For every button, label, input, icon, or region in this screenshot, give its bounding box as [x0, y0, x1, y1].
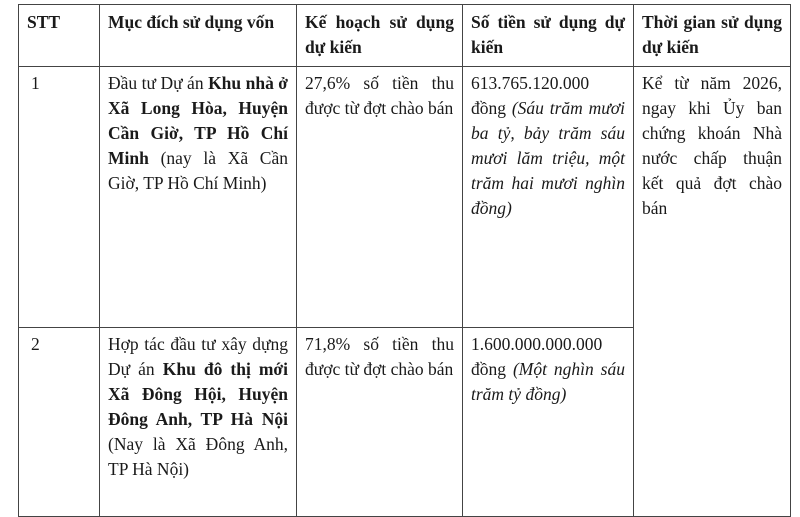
- table-header-row: [19, 5, 791, 67]
- header-time: Thời gian sử dụng dự kiến: [634, 5, 791, 67]
- amount-number: 613.765.120.000 đồng: [471, 73, 590, 118]
- amount-number: 1.600.000.000.000 đồng: [471, 334, 603, 379]
- header-purpose: Mục đích sử dụng vốn: [100, 5, 297, 67]
- cell-amount: [463, 328, 634, 517]
- cell-plan: 27,6% số tiền thu được từ đợt chào bán: [297, 67, 463, 328]
- cell-purpose: [100, 328, 297, 517]
- cell-amount: [463, 67, 634, 328]
- cell-plan: 71,8% số tiền thu được từ đợt chào bán: [297, 328, 463, 517]
- purpose-text: Đầu tư Dự án: [108, 73, 209, 93]
- cell-purpose: [100, 67, 297, 328]
- project-name: Khu nhà ở Xã Long Hòa, Huyện Cần Giờ, TP Hồ Chí Minh: [108, 73, 288, 168]
- project-name: Khu đô thị mới Xã Đông Hội, Huyện Đông Anh, TP Hà Nội: [108, 359, 288, 429]
- cell-stt: 2: [19, 328, 100, 517]
- purpose-text: Hợp tác đầu tư xây dựng Dự án: [108, 334, 288, 379]
- cell-time: Kể từ năm 2026, ngay khi Ủy ban chứng khoán Nhà nước chấp thuận kết quả đợt chào bán: [634, 67, 791, 517]
- cell-stt: 1: [19, 67, 100, 328]
- table-row: [19, 67, 791, 328]
- header-plan: Kế hoạch sử dụng dự kiến: [297, 5, 463, 67]
- amount-words: (Một nghìn sáu trăm tỷ đồng): [471, 359, 625, 404]
- purpose-note: (nay là Xã Cần Giờ, TP Hồ Chí Minh): [108, 148, 288, 193]
- header-amount: Số tiền sử dụng dự kiến: [463, 5, 634, 67]
- purpose-note: (Nay là Xã Đông Anh, TP Hà Nội): [108, 434, 288, 479]
- capital-use-table: [18, 4, 791, 517]
- amount-words: (Sáu trăm mươi ba tỷ, bảy trăm sáu mươi lăm triệu, một trăm hai mươi nghìn đồng): [471, 98, 625, 218]
- header-stt: STT: [19, 5, 100, 67]
